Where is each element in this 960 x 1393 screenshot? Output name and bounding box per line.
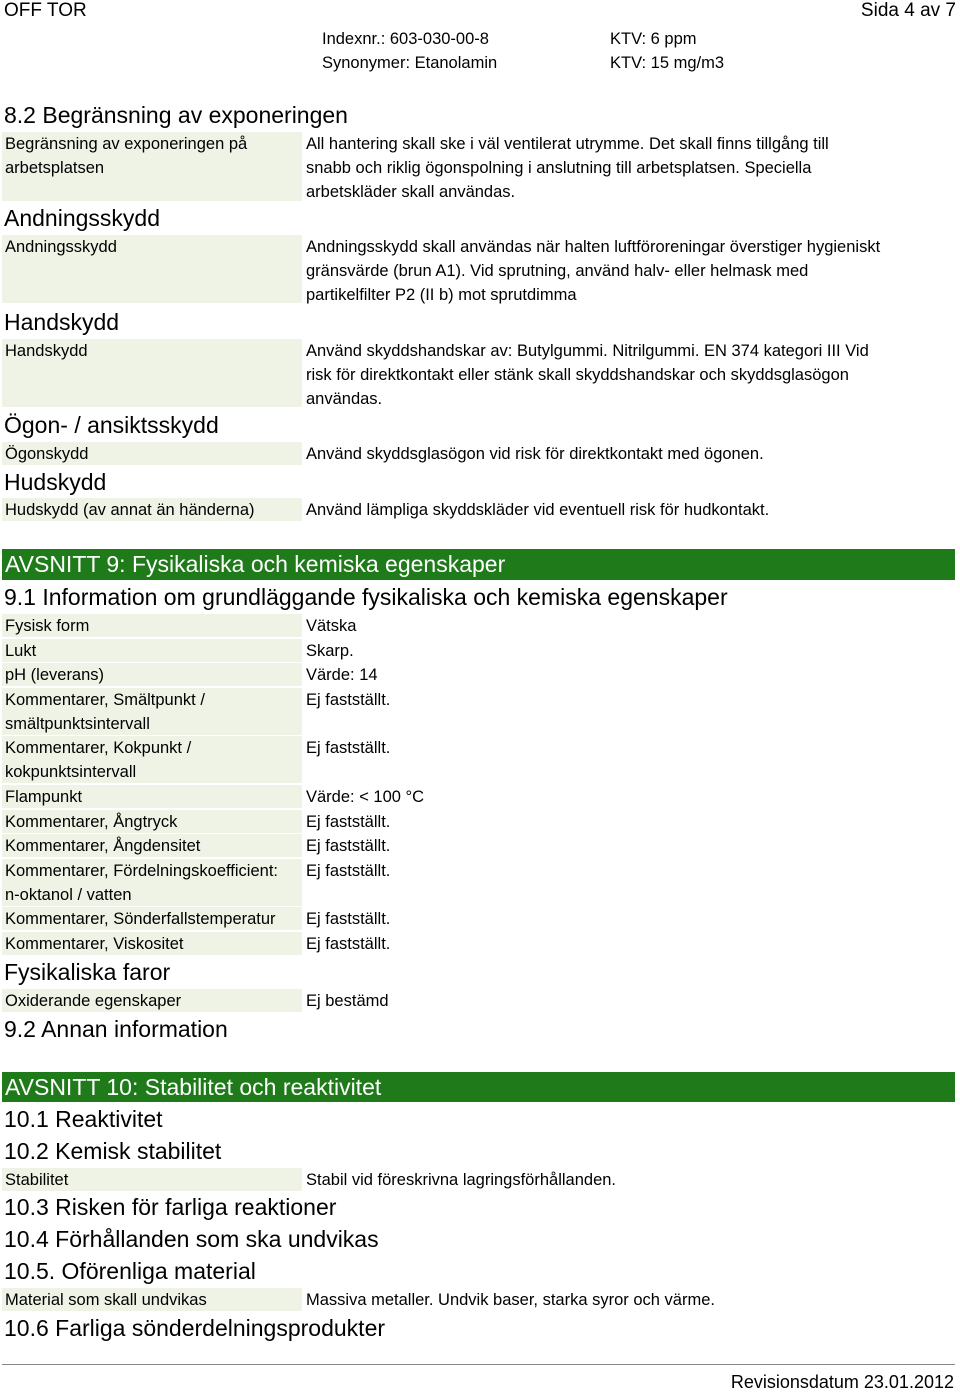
property-label [2,688,302,735]
page-number: Sida 4 av 7 [860,0,956,21]
property-label-line: kokpunktsintervall [5,763,137,781]
workplace-value-line: snabb och riklig ögonspolning i anslutning till arbetsplatsen. Speciella [306,159,812,177]
incompatible-materials-label: Material som skall undvikas [2,1288,302,1311]
section-9-band: AVSNITT 9: Fysikaliska och kemiska egenskaper [2,549,955,580]
section-10-6-heading: 10.6 Farliga sönderdelningsprodukter [4,1315,386,1341]
synonyms: Synonymer: Etanolamin [322,54,498,72]
workplace-value-line: arbetskläder skall användas. [306,183,516,201]
respiratory-value-line: Andningsskydd skall användas när halten luftföroreningar överstiger hygieniskt [306,238,881,256]
hand-protection-value-line: Använd skyddshandskar av: Butylgummi. Nitrilgummi. EN 374 kategori III Vid [306,342,869,360]
physical-hazards-heading: Fysikaliska faror [4,959,171,985]
incompatible-materials-value: Massiva metaller. Undvik baser, starka syror och värme. [306,1291,715,1309]
hand-protection-value-line: användas. [306,390,383,408]
skin-protection-label: Hudskydd (av annat än händerna) [2,498,302,521]
property-label: Kommentarer, Ångdensitet [2,834,302,857]
ktv-ppm: KTV: 6 ppm [610,30,697,48]
section-10-3-heading: 10.3 Risken för farliga reaktioner [4,1194,337,1220]
property-label: Fysisk form [2,614,302,637]
section-9-1-heading: 9.1 Information om grundläggande fysikaliska och kemiska egenskaper [4,584,728,610]
property-label-line: smältpunktsintervall [5,715,150,733]
property-label [2,859,302,906]
property-label: pH (leverans) [2,663,302,686]
respiratory-value-line: gränsvärde (brun A1). Vid sprutning, använd halv- eller helmask med [306,262,809,280]
property-value: Värde: 14 [306,666,378,684]
respiratory-value-line: partikelfilter P2 (II b) mot sprutdimma [306,286,577,304]
property-value: Skarp. [306,642,354,660]
property-label-line: Kommentarer, Fördelningskoefficient: [5,862,278,880]
eye-protection-value: Använd skyddsglasögon vid risk för direktkontakt med ögonen. [306,445,764,463]
workplace-label-line: Begränsning av exponeringen på [5,135,248,153]
respiratory-heading: Andningsskydd [4,205,160,231]
section-10-band: AVSNITT 10: Stabilitet och reaktivitet [2,1072,955,1102]
stability-value: Stabil vid föreskrivna lagringsförhållanden. [306,1171,617,1189]
property-value: Vätska [306,617,357,635]
ktv-mgm3: KTV: 15 mg/m3 [610,54,725,72]
section-10-2-heading: 10.2 Kemisk stabilitet [4,1138,222,1164]
eye-protection-label: Ögonskydd [2,442,302,465]
document-name: OFF TOR [4,0,87,21]
footer-divider [2,1364,955,1365]
workplace-label [2,132,302,201]
hand-protection-value-line: risk för direktkontakt eller stänk skall skyddshandskar och skyddsglasögon [306,366,849,384]
hand-protection-value [306,339,869,411]
hand-protection-label [2,339,302,407]
hand-protection-heading: Handskydd [4,309,120,335]
skin-protection-value: Använd lämpliga skyddskläder vid eventuell risk för hudkontakt. [306,501,770,519]
hand-protection-label-text: Handskydd [5,342,88,360]
property-value: Värde: < 100 °C [306,788,425,806]
oxidizing-value: Ej bestämd [306,992,389,1010]
respiratory-label [2,235,302,303]
skin-protection-heading: Hudskydd [4,469,107,495]
property-value: Ej fastställt. [306,862,391,880]
workplace-value-line: All hantering skall ske i väl ventilerat utrymme. Det skall finns tillgång till [306,135,829,153]
section-9-2-heading: 9.2 Annan information [4,1016,228,1042]
respiratory-label-text: Andningsskydd [5,238,117,256]
property-label: Kommentarer, Ångtryck [2,810,302,833]
property-label: Flampunkt [2,785,302,808]
property-label [2,736,302,783]
revision-date: Revisionsdatum 23.01.2012 [730,1372,954,1392]
section-10-4-heading: 10.4 Förhållanden som ska undvikas [4,1226,379,1252]
property-label-line: Kommentarer, Smältpunkt / [5,691,205,709]
section-10-5-heading: 10.5. Oförenliga material [4,1258,256,1284]
property-value: Ej fastställt. [306,691,391,709]
workplace-value [306,132,829,204]
property-label: Kommentarer, Viskositet [2,932,302,955]
property-label-line: Kommentarer, Kokpunkt / [5,739,192,757]
property-value: Ej fastställt. [306,837,391,855]
stability-label: Stabilitet [2,1168,302,1191]
index-number: Indexnr.: 603-030-00-8 [322,30,489,48]
property-value: Ej fastställt. [306,813,391,831]
eye-protection-heading: Ögon- / ansiktsskydd [4,412,219,438]
property-label: Lukt [2,639,302,662]
property-label: Kommentarer, Sönderfallstemperatur [2,907,302,930]
property-value: Ej fastställt. [306,739,391,757]
section-8-2-heading: 8.2 Begränsning av exponeringen [4,102,348,128]
oxidizing-label: Oxiderande egenskaper [2,989,302,1012]
property-value: Ej fastställt. [306,935,391,953]
property-label-line: n-oktanol / vatten [5,886,132,904]
section-10-1-heading: 10.1 Reaktivitet [4,1106,163,1132]
workplace-label-line: arbetsplatsen [5,159,105,177]
property-value: Ej fastställt. [306,910,391,928]
respiratory-value [306,235,880,307]
